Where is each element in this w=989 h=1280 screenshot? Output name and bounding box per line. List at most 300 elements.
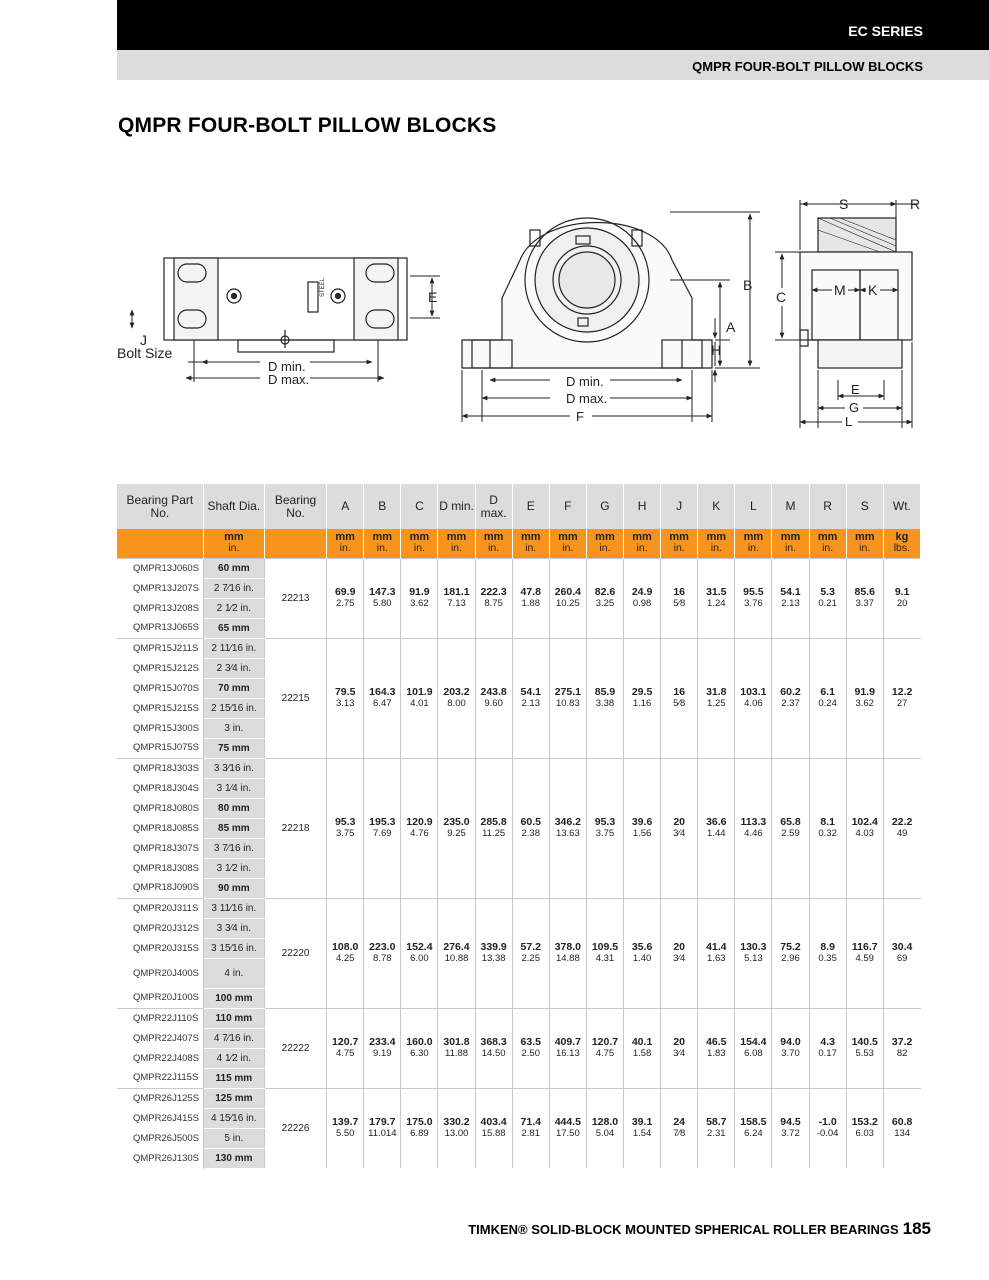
dimension-value	[883, 638, 920, 758]
value-imperial: 1.63	[707, 953, 726, 964]
shaft-diameter: 2 11⁄16 in.	[203, 638, 264, 658]
value-metric: 153.2	[851, 1116, 878, 1129]
bearing-number: 22215	[264, 638, 326, 758]
section-label: QMPR FOUR-BOLT PILLOW BLOCKS	[692, 59, 923, 74]
value-imperial: 49	[896, 828, 908, 839]
value-imperial: 8.75	[484, 598, 503, 609]
value-imperial: 3.37	[855, 598, 874, 609]
part-number: QMPR26J415S	[117, 1108, 203, 1128]
column-header: Bearing No.	[264, 484, 326, 529]
column-header: D min.	[438, 484, 475, 529]
value-metric: 6.1	[820, 686, 835, 698]
value-imperial: 1.58	[632, 1048, 652, 1059]
value-imperial: 1.54	[632, 1128, 652, 1140]
unit-primary: mm	[446, 531, 467, 544]
dimension-value	[883, 758, 920, 898]
unit-primary: mm	[558, 531, 578, 544]
part-number: QMPR15J211S	[117, 638, 203, 658]
value-metric: 35.6	[631, 941, 653, 953]
bearing-number: 22213	[264, 558, 326, 638]
shaft-diameter: 4 in.	[203, 958, 264, 988]
page-title: QMPR FOUR-BOLT PILLOW BLOCKS	[118, 114, 497, 137]
unit-secondary: in.	[859, 542, 871, 555]
section-header	[117, 50, 989, 80]
shaft-diameter: 2 7⁄16 in.	[203, 578, 264, 598]
value-imperial: 5.13	[744, 953, 763, 964]
dimension-value	[846, 758, 883, 898]
dimension-value	[735, 898, 772, 1008]
value-metric: 16	[673, 686, 686, 698]
value-metric: 58.7	[706, 1116, 727, 1129]
part-number: QMPR18J304S	[117, 778, 203, 798]
shaft-diameter: 3 1⁄4 in.	[203, 778, 264, 798]
value-metric: 113.3	[740, 816, 767, 828]
value-imperial: 0.24	[818, 698, 837, 709]
value-metric: 24.9	[631, 586, 653, 598]
dimension-value	[846, 898, 883, 1008]
bearing-number: 22226	[264, 1088, 326, 1168]
value-imperial: 7.69	[373, 828, 392, 839]
value-imperial: 1.44	[707, 828, 726, 839]
dimension-value	[586, 1008, 623, 1088]
value-imperial: 27	[896, 698, 908, 709]
unit-primary: mm	[780, 531, 801, 544]
dimension-value	[512, 758, 549, 898]
dimension-value	[772, 1008, 809, 1088]
value-imperial: 1.24	[707, 598, 726, 609]
unit-secondary: in.	[822, 542, 834, 555]
value-imperial: 4.25	[335, 953, 355, 964]
value-metric: 128.0	[591, 1116, 619, 1129]
part-number: QMPR18J085S	[117, 818, 203, 838]
unit-primary: mm	[817, 531, 838, 544]
dimension-value	[661, 1008, 698, 1088]
value-imperial: 5.80	[373, 598, 392, 609]
dimension-value	[549, 1008, 586, 1088]
dimension-value	[512, 1088, 549, 1168]
dimension-value	[475, 758, 512, 898]
column-header: S	[846, 484, 883, 529]
value-imperial: 2.13	[781, 598, 800, 609]
shaft-diameter: 5 in.	[203, 1128, 264, 1148]
part-number: QMPR20J315S	[117, 938, 203, 958]
value-metric: 164.3	[369, 686, 396, 698]
value-imperial: 3⁄4	[673, 953, 686, 964]
value-imperial: 6.08	[744, 1048, 763, 1059]
value-metric: 24	[673, 1116, 686, 1129]
value-imperial: 69	[896, 953, 908, 964]
dimension-value	[438, 638, 475, 758]
dimension-value	[438, 898, 475, 1008]
value-metric: 147.3	[369, 586, 396, 598]
shaft-diameter: 65 mm	[203, 618, 264, 638]
value-imperial: 1.40	[632, 953, 652, 964]
value-metric: 260.4	[554, 586, 581, 598]
value-metric: 158.5	[740, 1116, 767, 1129]
column-header: H	[624, 484, 661, 529]
part-number: QMPR18J090S	[117, 878, 203, 898]
dimension-value	[661, 558, 698, 638]
value-imperial: 4.59	[855, 953, 874, 964]
label-c: C	[776, 289, 787, 305]
label-j: J	[140, 332, 147, 348]
part-number: QMPR20J311S	[117, 898, 203, 918]
unit-secondary: in.	[636, 542, 648, 555]
value-metric: 222.3	[480, 586, 507, 598]
shaft-diameter: 125 mm	[203, 1088, 264, 1108]
value-metric: 22.2	[891, 816, 913, 828]
part-number: QMPR22J110S	[117, 1008, 203, 1028]
value-imperial: 20	[896, 598, 908, 609]
dimension-value	[475, 638, 512, 758]
dimension-value	[624, 1088, 661, 1168]
dimension-value	[809, 1008, 846, 1088]
value-imperial: 15.88	[481, 1128, 506, 1140]
unit-secondary: in.	[710, 542, 722, 555]
dimension-value	[624, 558, 661, 638]
value-metric: 20	[673, 941, 686, 953]
column-header: M	[772, 484, 809, 529]
column-header: C	[401, 484, 438, 529]
value-imperial: 2.59	[781, 828, 800, 839]
value-metric: 175.0	[406, 1116, 433, 1129]
shaft-diameter: 80 mm	[203, 798, 264, 818]
shaft-diameter: 100 mm	[203, 988, 264, 1008]
value-metric: 46.5	[706, 1036, 727, 1048]
value-metric: 203.2	[443, 686, 470, 698]
value-metric: 154.4	[740, 1036, 767, 1048]
dimension-value	[475, 1008, 512, 1088]
value-imperial: 17.50	[555, 1128, 580, 1140]
value-imperial: 4.75	[595, 1048, 615, 1059]
dimension-value	[438, 1008, 475, 1088]
value-imperial: 3⁄4	[673, 828, 686, 839]
unit-primary: kg	[895, 531, 909, 544]
value-imperial: 2.25	[521, 953, 540, 964]
footer-text: TIMKEN® SOLID-BLOCK MOUNTED SPHERICAL ROLLER BEARINGS	[468, 1222, 899, 1237]
value-metric: 109.5	[591, 941, 619, 953]
value-imperial: 3.38	[595, 698, 615, 709]
value-metric: 31.5	[706, 586, 727, 598]
unit-cell	[264, 529, 326, 558]
value-imperial: 5.04	[595, 1128, 615, 1140]
value-metric: 275.1	[554, 686, 581, 698]
column-header: K	[698, 484, 735, 529]
value-metric: 91.9	[854, 686, 875, 698]
shaft-diameter: 130 mm	[203, 1148, 264, 1168]
part-number: QMPR15J215S	[117, 698, 203, 718]
dimension-value	[327, 898, 364, 1008]
value-metric: 179.7	[369, 1116, 396, 1129]
value-imperial: 3⁄4	[673, 1048, 686, 1059]
shaft-diameter: 90 mm	[203, 878, 264, 898]
bearing-number: 22218	[264, 758, 326, 898]
value-imperial: 14.50	[481, 1048, 506, 1059]
part-number: QMPR20J400S	[117, 958, 203, 988]
table-row	[117, 558, 921, 578]
dimension-value	[512, 558, 549, 638]
value-metric: 91.9	[409, 586, 430, 598]
dimension-value	[401, 638, 438, 758]
dimension-value	[364, 1008, 401, 1088]
value-imperial: 5⁄8	[673, 698, 686, 709]
value-metric: 41.4	[706, 941, 727, 953]
part-number: QMPR13J207S	[117, 578, 203, 598]
dimension-value	[698, 558, 735, 638]
value-metric: 9.1	[894, 586, 910, 598]
unit-cell	[401, 529, 438, 558]
dimension-value	[809, 898, 846, 1008]
dimension-value	[549, 898, 586, 1008]
value-imperial: 10.25	[555, 598, 580, 609]
value-imperial: 6.89	[410, 1128, 429, 1140]
dimension-value	[512, 638, 549, 758]
shaft-diameter: 4 1⁄2 in.	[203, 1048, 264, 1068]
label-e-top: E	[428, 289, 438, 305]
unit-secondary: in.	[562, 542, 574, 555]
value-imperial: 10.88	[444, 953, 469, 964]
part-number: QMPR15J070S	[117, 678, 203, 698]
dimension-value	[883, 1008, 920, 1088]
shaft-diameter: 4 7⁄16 in.	[203, 1028, 264, 1048]
value-metric: 36.6	[706, 816, 727, 828]
value-metric: 5.3	[820, 586, 835, 598]
dimension-value	[735, 1088, 772, 1168]
dimension-value	[364, 638, 401, 758]
dimension-value	[698, 758, 735, 898]
label-dmin-front: D min.	[566, 374, 604, 389]
value-imperial: 8.00	[447, 698, 466, 709]
shaft-diameter: 2 15⁄16 in.	[203, 698, 264, 718]
part-number: QMPR26J500S	[117, 1128, 203, 1148]
value-imperial: 0.32	[818, 828, 837, 839]
value-metric: 233.4	[369, 1036, 396, 1048]
value-imperial: 5⁄8	[673, 598, 686, 609]
unit-cell	[735, 529, 772, 558]
dimension-value	[364, 898, 401, 1008]
dimension-value	[586, 758, 623, 898]
dimension-value	[735, 758, 772, 898]
dimension-value	[364, 758, 401, 898]
dimension-value	[586, 638, 623, 758]
value-metric: 20	[673, 816, 686, 828]
bearing-number: 22222	[264, 1008, 326, 1088]
shaft-diameter: 2 1⁄2 in.	[203, 598, 264, 618]
dimension-value	[772, 898, 809, 1008]
label-bolt-size: Bolt Size	[117, 345, 173, 361]
value-imperial: 5.53	[855, 1048, 874, 1059]
top-view	[164, 258, 407, 352]
page-number: 185	[902, 1219, 931, 1238]
value-imperial: 0.35	[818, 953, 837, 964]
unit-primary: mm	[520, 531, 541, 544]
value-metric: 444.5	[554, 1116, 581, 1129]
value-metric: 16	[673, 586, 686, 598]
table-row	[117, 1088, 921, 1108]
unit-cell	[586, 529, 623, 558]
value-imperial: 0.21	[818, 598, 837, 609]
value-imperial: 7.13	[447, 598, 466, 609]
dimension-value	[549, 638, 586, 758]
shaft-diameter: 2 3⁄4 in.	[203, 658, 264, 678]
label-l: L	[845, 414, 853, 429]
value-metric: 40.1	[631, 1036, 653, 1048]
value-imperial: 10.83	[555, 698, 580, 709]
value-metric: 39.6	[631, 816, 653, 828]
dimension-value	[883, 1088, 920, 1168]
dimension-value	[661, 638, 698, 758]
unit-primary: mm	[483, 531, 504, 544]
value-imperial: 1.83	[707, 1048, 726, 1059]
unit-cell	[661, 529, 698, 558]
dimension-value	[661, 758, 698, 898]
value-metric: 181.1	[443, 586, 470, 598]
value-imperial: 3.62	[410, 598, 429, 609]
label-a: A	[726, 319, 736, 335]
column-header: A	[327, 484, 364, 529]
unit-primary: mm	[743, 531, 764, 544]
shaft-diameter: 75 mm	[203, 738, 264, 758]
steel-stamp: STEEL	[320, 277, 326, 297]
unit-primary: mm	[335, 531, 355, 544]
value-imperial: 134	[894, 1128, 911, 1140]
value-metric: 301.8	[443, 1036, 470, 1048]
value-imperial: 1.25	[707, 698, 726, 709]
unit-primary: mm	[669, 531, 689, 544]
part-number: QMPR26J125S	[117, 1088, 203, 1108]
label-k: K	[868, 282, 878, 298]
value-metric: 85.6	[854, 586, 875, 598]
value-imperial: 3.76	[744, 598, 763, 609]
value-metric: 403.4	[480, 1116, 507, 1129]
value-metric: 276.4	[443, 941, 470, 953]
value-metric: 160.0	[406, 1036, 433, 1048]
value-imperial: 9.60	[484, 698, 503, 709]
dimension-value	[809, 758, 846, 898]
dimension-value	[772, 758, 809, 898]
shaft-diameter: 3 in.	[203, 718, 264, 738]
part-number: QMPR15J212S	[117, 658, 203, 678]
value-imperial: 4.76	[410, 828, 429, 839]
shaft-diameter: 85 mm	[203, 818, 264, 838]
value-imperial: 16.13	[555, 1048, 580, 1059]
value-imperial: 2.50	[521, 1048, 540, 1059]
unit-secondary: in.	[450, 542, 463, 555]
part-number: QMPR15J075S	[117, 738, 203, 758]
value-imperial: 9.19	[373, 1048, 392, 1059]
unit-secondary: lbs.	[893, 542, 911, 555]
dimension-value	[401, 758, 438, 898]
value-metric: 8.1	[820, 816, 835, 828]
column-header: Wt.	[883, 484, 920, 529]
label-dmin-top: D min.	[268, 359, 306, 374]
value-imperial: 8.78	[373, 953, 392, 964]
column-header: F	[549, 484, 586, 529]
unit-cell	[772, 529, 809, 558]
unit-secondary: in.	[488, 542, 500, 555]
value-metric: -1.0	[818, 1116, 837, 1129]
unit-cell	[117, 529, 203, 558]
unit-cell	[364, 529, 401, 558]
value-imperial: 4.06	[744, 698, 763, 709]
dimension-value	[772, 558, 809, 638]
value-metric: 60.2	[780, 686, 801, 698]
footer	[468, 1219, 931, 1239]
part-number: QMPR15J300S	[117, 718, 203, 738]
value-imperial: 3.13	[335, 698, 355, 709]
value-metric: 130.3	[740, 941, 767, 953]
dimension-table	[117, 484, 921, 1169]
dimension-value	[327, 638, 364, 758]
table-row	[117, 898, 921, 918]
value-metric: 8.9	[820, 941, 835, 953]
label-dmax-top: D max.	[268, 372, 310, 387]
dimension-value	[549, 558, 586, 638]
value-imperial: 4.03	[855, 828, 874, 839]
value-imperial: 4.31	[595, 953, 615, 964]
part-number: QMPR13J208S	[117, 598, 203, 618]
value-metric: 75.2	[780, 941, 801, 953]
value-imperial: 3.72	[781, 1128, 800, 1140]
value-metric: 79.5	[334, 686, 356, 698]
unit-cell	[809, 529, 846, 558]
value-metric: 140.5	[851, 1036, 878, 1048]
value-metric: 65.8	[780, 816, 801, 828]
value-metric: 223.0	[369, 941, 396, 953]
unit-cell	[846, 529, 883, 558]
dimension-value	[735, 638, 772, 758]
dimension-value	[883, 898, 920, 1008]
value-metric: 95.5	[743, 586, 764, 598]
dimension-value	[846, 638, 883, 758]
value-imperial: 82	[896, 1048, 908, 1059]
dimension-value	[809, 638, 846, 758]
value-metric: 85.9	[594, 686, 616, 698]
unit-primary: mm	[409, 531, 430, 544]
dimension-value	[772, 638, 809, 758]
value-imperial: 6.03	[855, 1128, 874, 1140]
unit-cell	[475, 529, 512, 558]
value-imperial: 6.47	[373, 698, 392, 709]
dimension-value	[698, 1008, 735, 1088]
dimension-value	[401, 1088, 438, 1168]
dimension-value	[401, 1008, 438, 1088]
value-imperial: 1.88	[521, 598, 540, 609]
part-number: QMPR18J307S	[117, 838, 203, 858]
shaft-diameter: 110 mm	[203, 1008, 264, 1028]
column-header: G	[586, 484, 623, 529]
dimension-value	[401, 558, 438, 638]
shaft-diameter: 3 3⁄16 in.	[203, 758, 264, 778]
unit-secondary: in.	[339, 542, 351, 555]
dimension-value	[549, 1088, 586, 1168]
value-metric: 37.2	[891, 1036, 913, 1048]
dimension-value	[475, 558, 512, 638]
value-metric: 139.7	[332, 1116, 359, 1129]
value-imperial: 2.81	[521, 1128, 540, 1140]
value-metric: 120.7	[332, 1036, 359, 1048]
value-imperial: 11.88	[444, 1048, 469, 1059]
label-f: F	[576, 409, 584, 424]
label-s: S	[839, 196, 849, 212]
value-metric: 102.4	[851, 816, 878, 828]
unit-secondary: in.	[747, 542, 759, 555]
label-e-side: E	[851, 382, 860, 397]
part-number: QMPR22J408S	[117, 1048, 203, 1068]
unit-primary: mm	[595, 531, 615, 544]
value-metric: 235.0	[443, 816, 470, 828]
front-view	[462, 218, 712, 368]
